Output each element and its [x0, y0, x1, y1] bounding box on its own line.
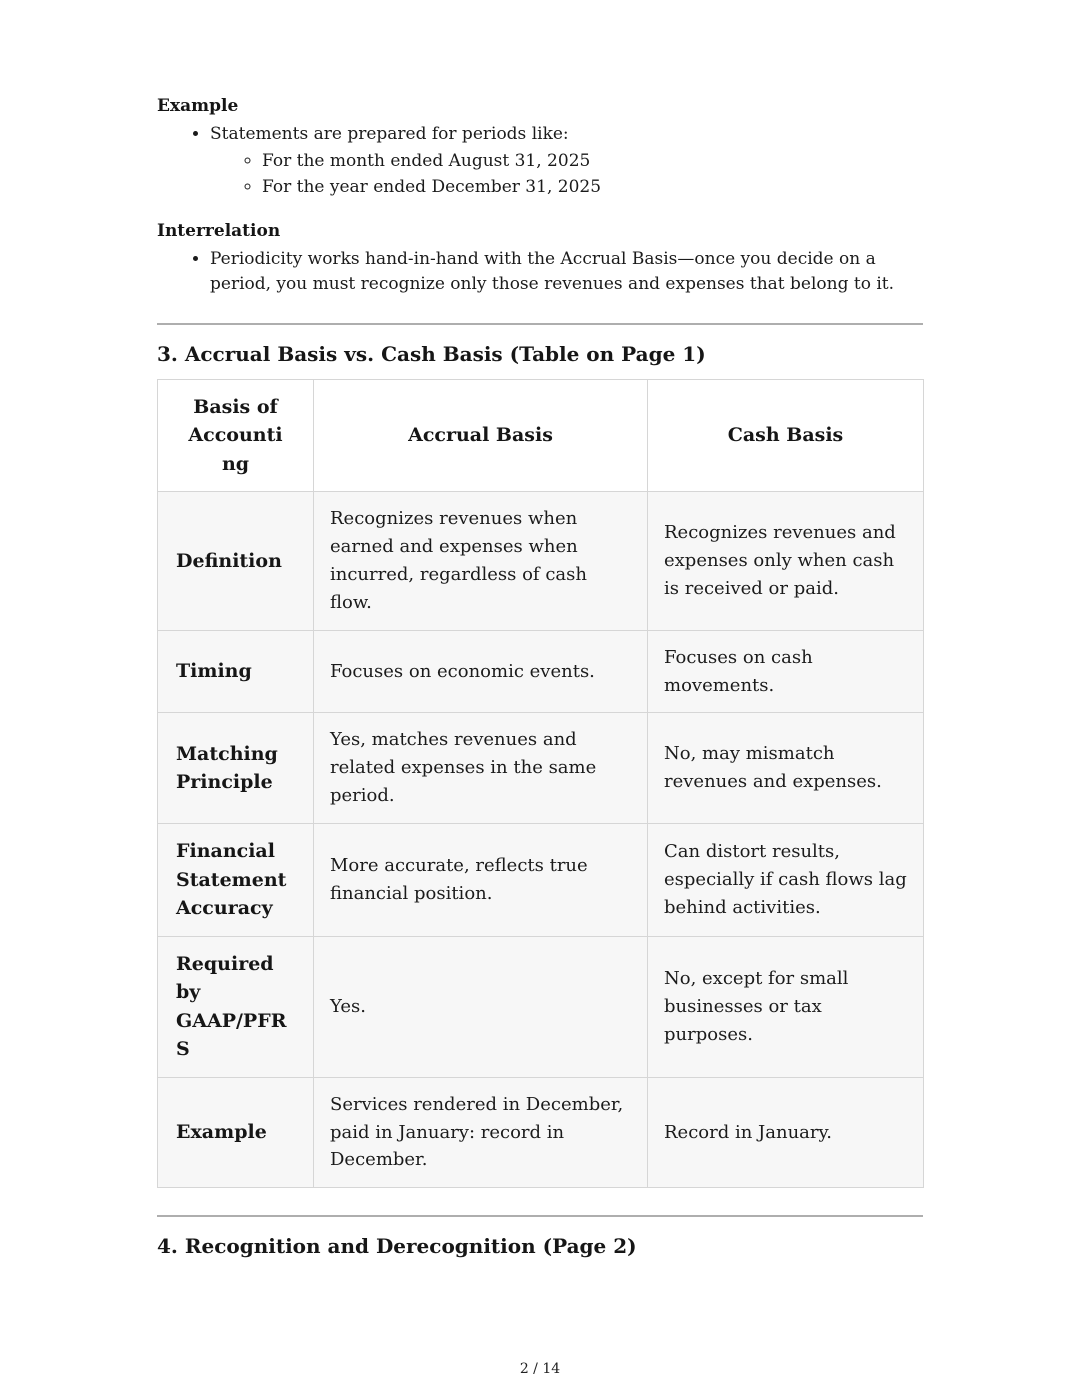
interrelation-heading: Interrelation: [157, 221, 281, 242]
example-bullet-list: [157, 122, 923, 199]
table-header-basis-of-accounting: Basis of Accounting: [158, 379, 314, 492]
section-4-heading: 4. Recognition and Derecognition (Page 2): [157, 1234, 637, 1259]
table-header-cash-basis: Cash Basis: [648, 379, 924, 492]
section-divider: [157, 323, 923, 325]
table-row-required-by-gaap-pfrs: [158, 936, 924, 1077]
list-item: ◦ For the year ended December 31, 2025: [262, 175, 923, 199]
bullet-text: Statements are prepared for periods like:: [210, 124, 569, 144]
list-item: • Periodicity works hand-in-hand with the Accrual Basis—once you decide on a period, you must recognize only those revenues and expenses that belong to it.: [210, 247, 923, 295]
accrual-basis-cell: Focuses on economic events.: [314, 630, 648, 713]
table-row-financial-statement-accuracy: [158, 824, 924, 937]
row-label: Required by GAAP/PFRS: [158, 936, 314, 1077]
cash-basis-cell: No, may mismatch revenues and expenses.: [648, 713, 924, 824]
interrelation-section: [157, 221, 923, 295]
table-row-definition: [158, 492, 924, 631]
accrual-basis-cell: Yes.: [314, 936, 648, 1077]
accrual-basis-cell: More accurate, reflects true financial position.: [314, 824, 648, 937]
example-sub-bullet-list: [210, 149, 923, 199]
row-label: Example: [158, 1077, 314, 1188]
table-row-timing: [158, 630, 924, 713]
section-3-heading: 3. Accrual Basis vs. Cash Basis (Table on Page 1): [157, 341, 706, 366]
row-label: Timing: [158, 630, 314, 713]
cash-basis-cell: No, except for small businesses or tax purposes.: [648, 936, 924, 1077]
page-number: 2 / 14: [519, 1361, 561, 1377]
table-header-row: [158, 379, 924, 492]
table-header-accrual-basis: Accrual Basis: [314, 379, 648, 492]
table-row-matching-principle: [158, 713, 924, 824]
list-item: ◦ For the month ended August 31, 2025: [262, 149, 923, 173]
list-item: [210, 122, 923, 199]
row-label: Definition: [158, 492, 314, 631]
cash-basis-cell: Can distort results, especially if cash flows lag behind activities.: [648, 824, 924, 937]
accrual-basis-cell: Yes, matches revenues and related expenses in the same period.: [314, 713, 648, 824]
interrelation-bullet-list: [157, 247, 923, 295]
accrual-vs-cash-table: [157, 379, 924, 1189]
example-section: [157, 96, 923, 199]
cash-basis-cell: Record in January.: [648, 1077, 924, 1188]
example-heading: Example: [157, 96, 239, 116]
cash-basis-cell: Focuses on cash movements.: [648, 630, 924, 713]
cash-basis-cell: Recognizes revenues and expenses only when cash is received or paid.: [648, 492, 924, 631]
row-label: Matching Principle: [158, 713, 314, 824]
accrual-basis-cell: Services rendered in December, paid in January: record in December.: [314, 1077, 648, 1188]
accrual-basis-cell: Recognizes revenues when earned and expenses when incurred, regardless of cash flow.: [314, 492, 648, 631]
section-divider: [157, 1215, 923, 1217]
table-row-example: [158, 1077, 924, 1188]
row-label: Financial Statement Accuracy: [158, 824, 314, 937]
